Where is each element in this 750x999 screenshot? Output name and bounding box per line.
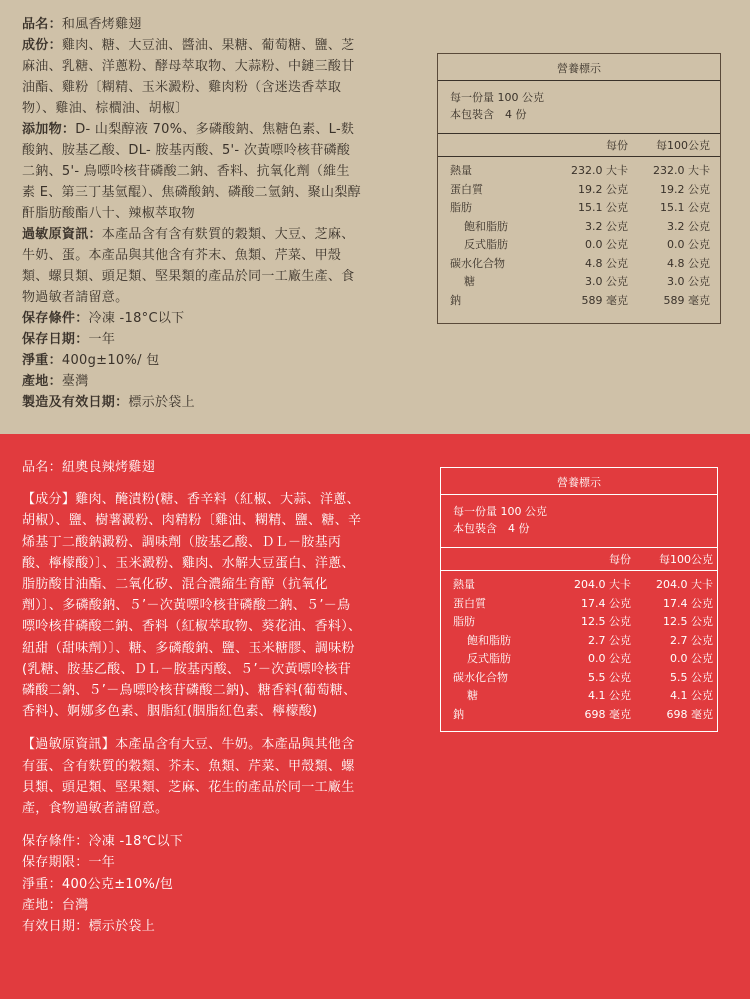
col-per-100g: 每100公克 — [656, 139, 710, 152]
nutrient-per-100g: 2.7 公克 — [670, 633, 713, 647]
nutrient-name: 飽和脂肪 — [467, 633, 511, 647]
servings-per-package: 本包裝含 4 份 — [450, 108, 527, 121]
field-label: 添加物： — [22, 122, 76, 137]
nutrient-per-100g: 3.2 公克 — [667, 219, 710, 233]
nutrition-row — [438, 272, 720, 291]
nutrition-row — [441, 686, 717, 705]
top-nutrition-table — [437, 53, 721, 324]
ingredient-line — [22, 14, 362, 35]
nutrition-title: 營養標示 — [438, 54, 720, 81]
nutrient-per-serving: 4.1 公克 — [588, 689, 631, 703]
field-value: 標示於袋上 — [128, 395, 195, 410]
nutrient-name: 糖 — [467, 689, 478, 703]
field-label: 製造及有效日期： — [22, 395, 129, 410]
servings-per-package: 本包裝含 4 份 — [453, 522, 530, 535]
field-value: 本產品含有含有麩質的穀類、大豆、芝麻、牛奶、蛋。本產品與其他含有芥末、魚類、芹菜、甲殼類、螺貝類、頭足類、堅果類的產品於同一工廠生產、食物過敏者請留意。 — [22, 227, 355, 305]
nutrition-row — [441, 631, 717, 650]
block-gap — [22, 722, 362, 734]
field-label: 保存條件： — [22, 311, 89, 326]
nutrient-per-serving: 698 毫克 — [584, 707, 631, 721]
nutrient-per-serving: 204.0 大卡 — [574, 578, 631, 592]
field-label: 保存日期： — [22, 332, 89, 347]
field-label: 品名： — [22, 17, 62, 32]
serving-info — [438, 81, 720, 134]
nutrient-name: 蛋白質 — [450, 182, 483, 196]
nutrient-per-serving: 3.0 公克 — [585, 275, 628, 289]
field-label: 淨重： — [22, 353, 62, 368]
nutrient-name: 鈉 — [450, 293, 461, 307]
nutrient-name: 脂肪 — [453, 615, 475, 629]
nutrition-rows — [438, 157, 720, 309]
nutrient-per-serving: 5.5 公克 — [588, 670, 631, 684]
nutrition-row — [438, 235, 720, 254]
field-value: 冷凍 -18°C以下 — [88, 311, 185, 326]
nutrient-name: 飽和脂肪 — [464, 219, 508, 233]
nutrient-per-100g: 0.0 公克 — [667, 238, 710, 252]
nutrition-row — [438, 161, 720, 180]
nutrition-row — [438, 291, 720, 310]
top-ingredients — [22, 14, 362, 413]
nutrient-per-serving: 589 毫克 — [581, 293, 628, 307]
nutrient-per-serving: 0.0 公克 — [585, 238, 628, 252]
ingredient-line: 有效日期：標示於袋上 — [22, 919, 156, 935]
nutrient-name: 脂肪 — [450, 201, 472, 215]
col-per-100g: 每100公克 — [659, 553, 713, 566]
block-gap — [22, 819, 362, 831]
nutrition-row — [438, 217, 720, 236]
field-value: 臺灣 — [61, 374, 89, 389]
field-label: 過敏原資訊： — [22, 227, 102, 242]
field-value: 400g±10%/ 包 — [61, 353, 160, 368]
ingredient-line — [22, 350, 362, 371]
nutrient-name: 碳水化合物 — [450, 256, 505, 270]
ingredient-line: 【過敏原資訊】本產品含有大豆、牛奶。本產品與其他含有蛋、含有麩質的穀類、芥末、魚類、芹菜、甲殼類、螺貝類、頭足類、堅果類、芝麻、花生的產品於同一工廠生產，食物過敏者請留意。 — [22, 737, 355, 817]
nutrient-name: 糖 — [464, 275, 475, 289]
ingredient-line — [22, 224, 362, 308]
nutrient-name: 熱量 — [453, 578, 475, 592]
nutrient-per-serving: 232.0 大卡 — [571, 164, 628, 178]
block-gap — [22, 478, 362, 489]
nutrient-per-serving: 2.7 公克 — [588, 633, 631, 647]
nutrition-header — [438, 134, 720, 157]
field-value: 雞肉、糖、大豆油、醬油、果糖、葡萄糖、鹽、芝麻油、乳糖、洋蔥粉、酵母萃取物、大蒜粉、中鏈三酸甘油酯、雞粉〔糊精、玉米澱粉、雞肉粉（含迷迭香萃取物）、雞油、棕櫚油、胡椒〕 — [22, 38, 355, 116]
ingredient-line: 保存期限：一年 — [22, 855, 116, 871]
serving-size: 每一份量 100 公克 — [450, 91, 544, 104]
nutrient-per-100g: 0.0 公克 — [670, 652, 713, 666]
ingredient-line — [22, 119, 362, 224]
nutrient-per-serving: 17.4 公克 — [581, 596, 631, 610]
nutrition-row — [438, 254, 720, 273]
bottom-ingredients — [22, 457, 362, 937]
ingredient-line: 【成分】雞肉、醃漬粉(糖、香辛料（紅椒、大蒜、洋蔥、胡椒）、鹽、樹薯澱粉、肉精粉〔雞油、糊精、鹽、糖、辛烯基丁二酸鈉澱粉、調味劑（胺基乙酸、ＤＬ－胺基丙酸、檸檬酸）〕、玉米澱粉、雞肉、水解大豆蛋白、洋蔥、脂肪酸甘油酯、二氧化矽、混合濃縮生育醇（抗氧化劑）〕、多磷酸鈉、５’－次黃嘌呤核苷磷酸二鈉、５’－鳥嘌呤核苷磷酸二鈉、香料（紅椒萃取物、葵花油、香料）、紐甜（甜味劑）〕、糖、多磷酸鈉、鹽、玉米糖膠、調味粉(乳糖、胺基乙酸、ＤＬ－胺基丙酸、５’－次黃嘌呤核苷磷酸二鈉、５’－鳥嘌呤核苷磷酸二鈉)、糖香料(葡萄糖、香料)、婀娜多色素、胭脂紅(胭脂紅色素、檸檬酸) — [22, 492, 362, 720]
col-per-serving: 每份 — [606, 139, 628, 152]
field-label: 成份： — [22, 38, 62, 53]
nutrient-name: 反式脂肪 — [467, 652, 511, 666]
nutrient-per-100g: 5.5 公克 — [670, 670, 713, 684]
nutrition-row — [441, 612, 717, 631]
nutrient-per-100g: 698 毫克 — [666, 707, 713, 721]
nutrient-per-100g: 232.0 大卡 — [653, 164, 710, 178]
nutrient-per-serving: 12.5 公克 — [581, 615, 631, 629]
nutrient-name: 反式脂肪 — [464, 238, 508, 252]
nutrient-per-100g: 4.8 公克 — [667, 256, 710, 270]
nutrition-title: 營養標示 — [441, 468, 717, 495]
nutrition-row — [438, 180, 720, 199]
nutrient-per-serving: 0.0 公克 — [588, 652, 631, 666]
nutrition-row — [441, 575, 717, 594]
top-product-label — [0, 0, 750, 434]
ingredient-line — [22, 392, 362, 413]
nutrient-per-serving: 15.1 公克 — [578, 201, 628, 215]
nutrition-row — [438, 198, 720, 217]
nutrient-per-serving: 4.8 公克 — [585, 256, 628, 270]
nutrient-name: 蛋白質 — [453, 596, 486, 610]
nutrient-name: 碳水化合物 — [453, 670, 508, 684]
ingredient-line — [22, 308, 362, 329]
ingredient-line: 保存條件：冷凍 -18℃以下 — [22, 834, 184, 850]
nutrition-row — [441, 649, 717, 668]
bottom-nutrition-table — [440, 467, 718, 732]
field-label: 產地： — [22, 374, 62, 389]
nutrient-per-100g: 4.1 公克 — [670, 689, 713, 703]
nutrient-per-serving: 19.2 公克 — [578, 182, 628, 196]
nutrition-row — [441, 594, 717, 613]
nutrient-name: 鈉 — [453, 707, 464, 721]
ingredient-line — [22, 371, 362, 392]
nutrition-row — [441, 705, 717, 724]
nutrient-per-100g: 19.2 公克 — [660, 182, 710, 196]
nutrient-per-serving: 3.2 公克 — [585, 219, 628, 233]
ingredient-line: 淨重：400公克±10%/包 — [22, 876, 174, 892]
bottom-product-label — [0, 434, 750, 999]
col-per-serving: 每份 — [609, 553, 631, 566]
nutrient-per-100g: 3.0 公克 — [667, 275, 710, 289]
ingredient-line: 產地：台灣 — [22, 897, 89, 913]
field-value: D- 山梨醇液 70%、多磷酸鈉、焦糖色素、L-麩酸鈉、胺基乙酸、DL- 胺基丙酸、5'- 次黃嘌呤核苷磷酸二鈉、5'- 鳥嘌呤核苷磷酸二鈉、香料、抗氧化劑（維生素 E、第三丁基氫醌）、焦磷酸鈉、磷酸二氫鈉、聚山梨醇酐脂肪酸酯八十、辣椒萃取物 — [22, 122, 361, 221]
nutrient-per-100g: 589 毫克 — [663, 293, 710, 307]
ingredient-line — [22, 329, 362, 350]
nutrient-per-100g: 17.4 公克 — [663, 596, 713, 610]
serving-info — [441, 495, 717, 548]
nutrition-row — [441, 668, 717, 687]
field-value: 一年 — [88, 332, 116, 347]
nutrient-per-100g: 204.0 大卡 — [656, 578, 713, 592]
nutrient-per-100g: 15.1 公克 — [660, 201, 710, 215]
nutrient-name: 熱量 — [450, 164, 472, 178]
nutrition-rows — [441, 571, 717, 723]
ingredient-line: 品名：紐奧良辣烤雞翅 — [22, 460, 156, 475]
field-value: 和風香烤雞翅 — [61, 17, 142, 32]
serving-size: 每一份量 100 公克 — [453, 505, 547, 518]
nutrition-header — [441, 548, 717, 571]
ingredient-line — [22, 35, 362, 119]
nutrient-per-100g: 12.5 公克 — [663, 615, 713, 629]
